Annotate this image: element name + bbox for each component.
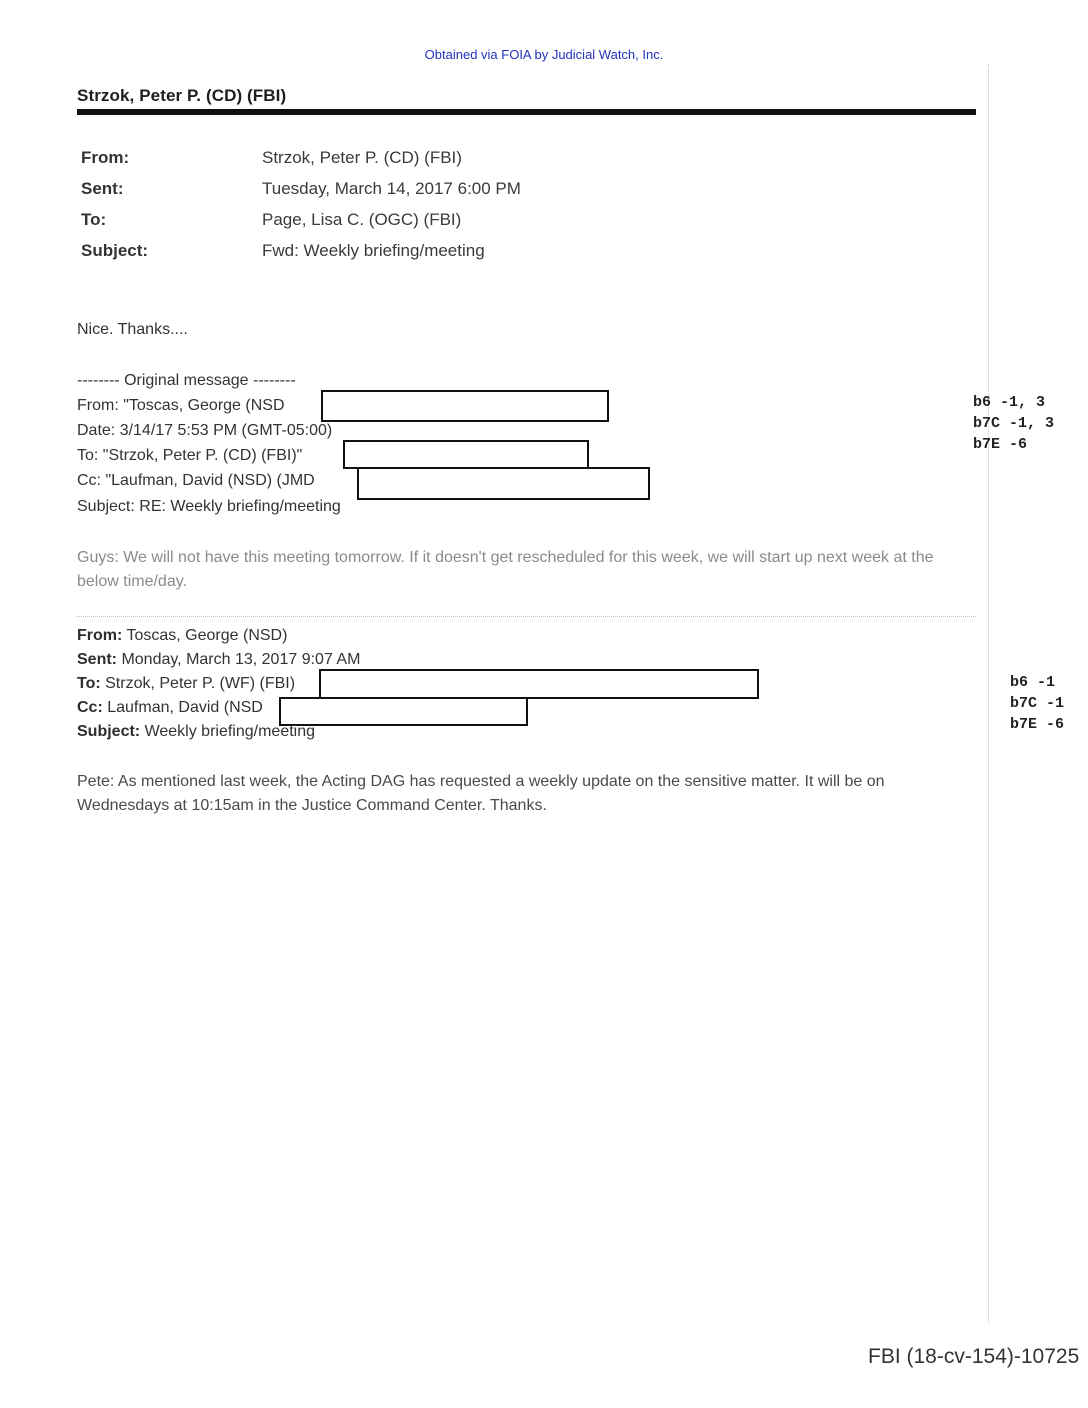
exemption-code: b7E -6 (1010, 716, 1065, 733)
earlier-sent-label: Sent: (77, 651, 117, 668)
redaction-box (343, 440, 589, 469)
bates-number: FBI (18-cv-154)-10725 (868, 1345, 1080, 1368)
redaction-box (321, 390, 609, 422)
earlier-subject-label: Subject: (77, 723, 141, 740)
message-separator (77, 616, 976, 617)
earlier-to-value: Strzok, Peter P. (WF) (FBI) (100, 675, 296, 692)
earlier-subject (77, 723, 315, 741)
original-cc: Cc: "Laufman, David (NSD) (JMD (77, 472, 315, 489)
exemption-code: b7E -6 (973, 436, 1028, 453)
exemption-code: b7C -1 (1010, 695, 1065, 712)
original-subject: Subject: RE: Weekly briefing/meeting (77, 498, 341, 515)
earlier-cc-value: Laufman, David (NSD (102, 699, 263, 716)
reply-body: Nice. Thanks.... (77, 321, 188, 338)
earlier-from-label: From: (77, 627, 123, 644)
earlier-to-label: To: (77, 675, 101, 692)
to-value: Page, Lisa C. (OGC) (FBI) (262, 210, 462, 229)
earlier-to (77, 675, 295, 693)
redaction-box (319, 669, 759, 699)
exemption-codes-1 (973, 392, 1054, 455)
earlier-cc-label: Cc: (77, 699, 103, 716)
original-body: Guys: We will not have this meeting tomorrow. If it doesn't get rescheduled for this week, we will start up next week at the below time/day. (77, 549, 934, 590)
exemption-code: b6 -1, 3 (973, 394, 1046, 411)
original-date: Date: 3/14/17 5:53 PM (GMT-05:00) (77, 422, 333, 439)
earlier-from-value: Toscas, George (NSD) (122, 627, 288, 644)
redaction-box (357, 467, 650, 500)
earlier-sent-value: Monday, March 13, 2017 9:07 AM (117, 651, 361, 668)
earlier-sent (77, 651, 360, 669)
foia-watermark: Obtained via FOIA by Judicial Watch, Inc. (424, 47, 664, 62)
redaction-box (279, 697, 528, 726)
earlier-body: Pete: As mentioned last week, the Acting DAG has requested a weekly update on the sensitive matter. It will be on Wednesdays at 10:15am in the Justice Command Center. Thanks. (77, 773, 885, 814)
to-label: To: (81, 210, 107, 229)
original-to: To: "Strzok, Peter P. (CD) (FBI)" (77, 447, 303, 464)
exemption-code: b6 -1 (1010, 674, 1056, 691)
subject-label: Subject: (81, 241, 149, 260)
original-divider: -------- Original message -------- (77, 372, 296, 389)
original-from: From: "Toscas, George (NSD (77, 397, 285, 414)
earlier-subject-value: Weekly briefing/meeting (140, 723, 316, 740)
subject-value: Fwd: Weekly briefing/meeting (262, 241, 485, 260)
sent-value: Tuesday, March 14, 2017 6:00 PM (262, 179, 521, 198)
margin-divider (988, 64, 989, 1324)
earlier-cc (77, 699, 263, 717)
exemption-codes-2 (1010, 672, 1064, 735)
title-rule (77, 109, 976, 115)
from-label: From: (81, 148, 130, 167)
exemption-code: b7C -1, 3 (973, 415, 1055, 432)
document-title: Strzok, Peter P. (CD) (FBI) (77, 86, 287, 105)
sent-label: Sent: (81, 179, 124, 198)
from-value: Strzok, Peter P. (CD) (FBI) (262, 148, 462, 167)
earlier-from (77, 627, 287, 645)
